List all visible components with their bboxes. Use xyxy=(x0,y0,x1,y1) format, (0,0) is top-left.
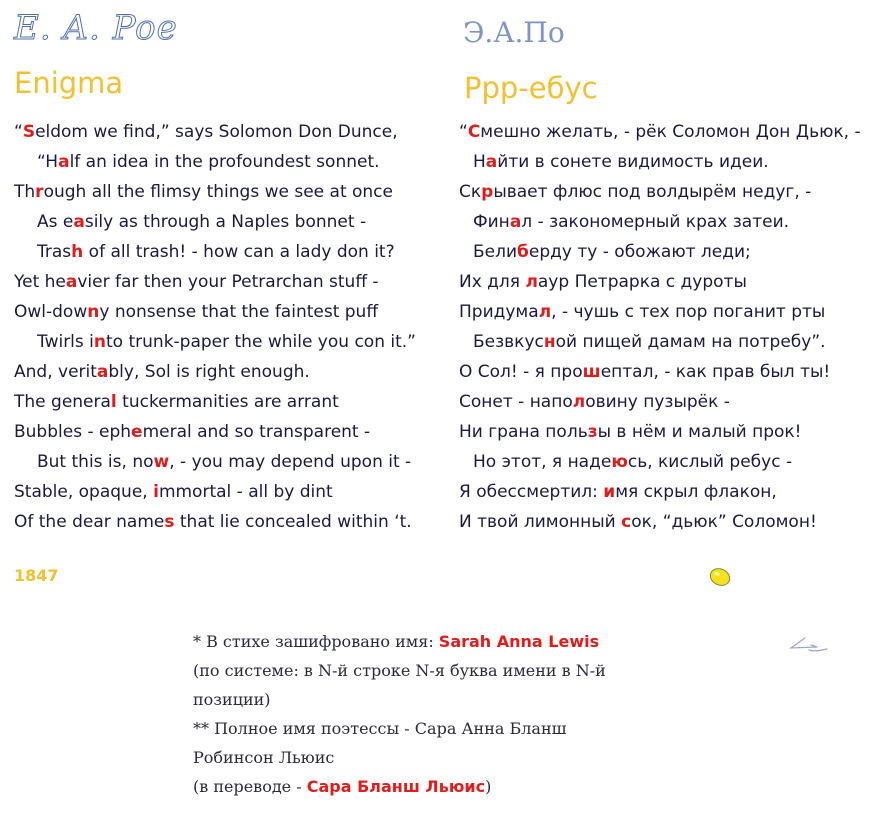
poem-line: Owl-downy nonsense that the faintest puff xyxy=(14,302,379,322)
poem-title-en: Enigma xyxy=(14,66,124,100)
acrostic-letter: a xyxy=(96,362,109,382)
poem-line: Я обессмертил: имя скрыл флакон, xyxy=(459,482,777,502)
acrostic-letter: л xyxy=(572,392,586,412)
acrostic-letter: н xyxy=(543,332,556,352)
acrostic-letter: a xyxy=(73,212,85,232)
poem-line: Bubbles - ephemeral and so transparent - xyxy=(14,422,371,442)
acrostic-letter: r xyxy=(35,182,44,202)
poem-lines-ru xyxy=(459,117,861,537)
acrostic-letter: ю xyxy=(611,452,628,472)
acrostic-letter: з xyxy=(587,422,598,442)
poem-line: Придумал, - чушь с тех пор поганит рты xyxy=(459,302,826,322)
acrostic-letter: w xyxy=(153,452,170,472)
poem-line: Найти в сонете видимость идеи. xyxy=(473,152,769,172)
poem-line: Безвкусной пищей дамам на потребу”. xyxy=(473,332,826,352)
author-signature-en: E. A. Poe xyxy=(14,8,178,48)
poem-line: Stable, opaque, immortal - all by dint xyxy=(14,482,333,502)
acrostic-letter: с xyxy=(621,512,632,532)
poem-line: As easily as through a Naples bonnet - xyxy=(37,212,367,232)
acrostic-letter: S xyxy=(22,122,36,142)
translated-name: Сара Бланш Льюис xyxy=(306,777,486,796)
acrostic-letter: л xyxy=(525,272,538,292)
poem-line: “Seldom we find,” says Solomon Don Dunce, xyxy=(14,122,398,142)
poem-line: Through all the flimsy things we see at once xyxy=(14,182,393,202)
poem-line: “Смешно желать, - рёк Соломон Дон Дьюк, - xyxy=(459,122,861,142)
acrostic-letter: С xyxy=(467,122,481,142)
poem-line: Yet heavier far then your Petrarchan stuff - xyxy=(14,272,379,292)
poem-line: И твой лимонный сок, “дьюк” Соломон! xyxy=(459,512,817,532)
acrostic-letter: h xyxy=(71,242,84,262)
lemon-icon xyxy=(708,566,732,588)
acrostic-letter: a xyxy=(65,272,78,292)
acrostic-letter: i xyxy=(153,482,159,502)
poem-title-ru: Ррр-ебус xyxy=(464,71,598,105)
acrostic-letter: n xyxy=(93,332,107,352)
acrostic-letter: e xyxy=(131,422,143,442)
poem-line: Скрывает флюс под волдырём недуг, - xyxy=(459,182,812,202)
poem-year: 1847 xyxy=(14,566,59,585)
poem-line: “Half an idea in the profoundest sonnet. xyxy=(37,152,380,172)
poem-line: And, veritably, Sol is right enough. xyxy=(14,362,310,382)
author-name-ru: Э.А.По xyxy=(463,16,565,49)
poem-lines-en xyxy=(14,117,416,537)
acrostic-letter: ш xyxy=(582,362,601,382)
poem-line: Of the dear names that lie concealed within ‘t. xyxy=(14,512,412,532)
acrostic-letter: а xyxy=(509,212,522,232)
poem-line: Но этот, я надеюсь, кислый ребус - xyxy=(473,452,793,472)
poem-line: О Сол! - я прошептал, - как прав был ты! xyxy=(459,362,831,382)
hidden-name: Sarah Anna Lewis xyxy=(438,632,600,651)
poem-line: Ни грана пользы в нём и малый прок! xyxy=(459,422,802,442)
acrostic-letter: a xyxy=(58,152,70,172)
footnote-encrypted-name: * В стихе зашифровано имя: Sarah Anna Lewis xyxy=(193,632,600,651)
signature-icon xyxy=(787,634,831,656)
acrostic-letter: l xyxy=(110,392,117,412)
poem-line: Их для лаур Петрарка с дуроты xyxy=(459,272,747,292)
acrostic-letter: s xyxy=(164,512,175,532)
poem-line: Финал - закономерный крах затеи. xyxy=(473,212,790,232)
poem-line: Trash of all trash! - how can a lady don it? xyxy=(37,242,395,262)
acrostic-letter: б xyxy=(517,242,529,262)
footnote-translation: (в переводе - Сара Бланш Льюис) xyxy=(193,777,492,796)
poem-line: But this is, now, - you may depend upon it - xyxy=(37,452,412,472)
acrostic-letter: а xyxy=(485,152,498,172)
footnote-system-cont: позиции) xyxy=(193,690,271,709)
footnote-full-name-cont: Робинсон Льюис xyxy=(193,748,335,767)
poem-line: Сонет - наполовину пузырёк - xyxy=(459,392,730,412)
acrostic-letter: и xyxy=(603,482,616,502)
footnote-full-name: ** Полное имя поэтессы - Сара Анна Бланш xyxy=(193,719,567,738)
footnotes xyxy=(193,627,633,801)
footnote-system: (по системе: в N-й строке N-я буква имени в N-й xyxy=(193,661,606,680)
poem-line: Белиберду ту - обожают леди; xyxy=(473,242,751,262)
poem-line: Twirls into trunk-paper the while you con it.” xyxy=(37,332,416,352)
poem-line: The general tuckermanities are arrant xyxy=(14,392,339,412)
acrostic-letter: р xyxy=(481,182,494,202)
acrostic-letter: n xyxy=(87,302,100,322)
acrostic-letter: л xyxy=(538,302,552,322)
